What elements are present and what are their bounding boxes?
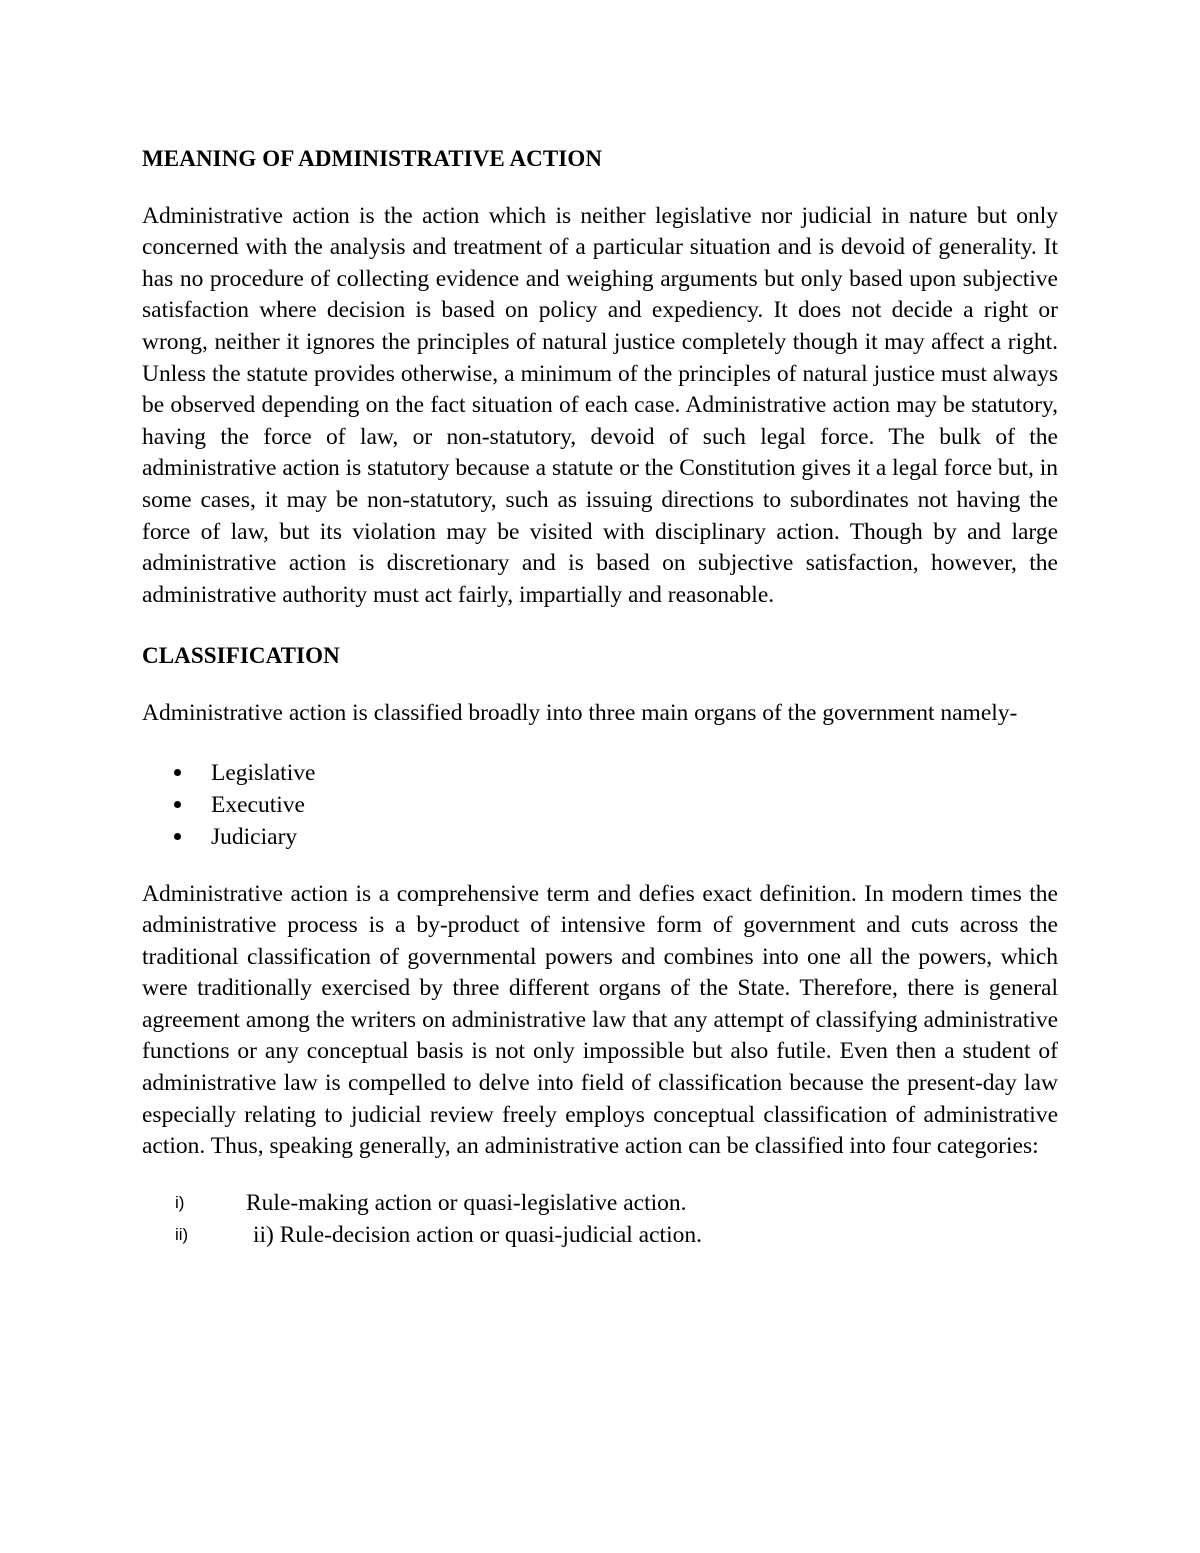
list-item: [142, 757, 1058, 789]
list-item-label: Executive: [211, 791, 305, 818]
list-item-number: ii): [175, 1224, 189, 1244]
list-item-number: i): [175, 1192, 185, 1212]
paragraph-meaning: Administrative action is the action which is neither legislative nor judicial in nature but only concerned with the analysis and treatment of a particular situation and is devoid of generality. It has no procedure of collecting evidence and weighing arguments but only based upon subjective satisfaction where decision is based on policy and expediency. It does not decide a right or wrong, neither it ignores the principles of natural justice completely though it may affect a right. Unless the statute provides otherwise, a minimum of the principles of natural justice must always be observed depending on the fact situation of each case. Administrative action may be statutory, having the force of law, or non-statutory, devoid of such legal force. The bulk of the administrative action is statutory because a statute or the Constitution gives it a legal force but, in some cases, it may be non-statutory, such as issuing directions to subordinates not having the force of law, but its violation may be visited with disciplinary action. Though by and large administrative action is discretionary and is based on subjective satisfaction, however, the administrative authority must act fairly, impartially and reasonable.: [142, 202, 1058, 608]
list-item-label: Legislative: [211, 759, 316, 786]
classification-heading: CLASSIFICATION: [142, 643, 340, 669]
list-item: [142, 1219, 1058, 1251]
document-title: MEANING OF ADMINISTRATIVE ACTION: [142, 146, 603, 171]
list-item: [142, 1187, 1058, 1219]
bullet-icon: [174, 801, 181, 808]
paragraph-classification-intro: Administrative action is classified broadly into three main organs of the government namely-: [142, 699, 1018, 726]
list-item-label: Judiciary: [211, 823, 298, 850]
document-page: [142, 143, 1058, 1251]
paragraph-comprehensive-term: Administrative action is a comprehensive term and defies exact definition. In modern times the administrative process is a by-product of intensive form of government and cuts across the traditional classification of governmental powers and combines into one all the powers, which were traditionally exercised by three different organs of the State. Therefore, there is general agreement among the writers on administrative law that any attempt of classifying administrative functions or any conceptual basis is not only impossible but also futile. Even then a student of administrative law is compelled to delve into field of classification because the present-day law especially relating to judicial review freely employs conceptual classification of administrative action. Thus, speaking generally, an administrative action can be classified into four categories:: [142, 880, 1058, 1160]
organs-bullet-list: [142, 757, 1058, 853]
list-item: [142, 789, 1058, 821]
list-item-label: Rule-making action or quasi-legislative action.: [246, 1189, 687, 1216]
bullet-icon: [174, 833, 181, 840]
list-item: [142, 821, 1058, 853]
list-item-label: ii) Rule-decision action or quasi-judicial action.: [253, 1221, 702, 1248]
categories-numbered-list: [142, 1187, 1058, 1251]
bullet-icon: [174, 769, 181, 776]
